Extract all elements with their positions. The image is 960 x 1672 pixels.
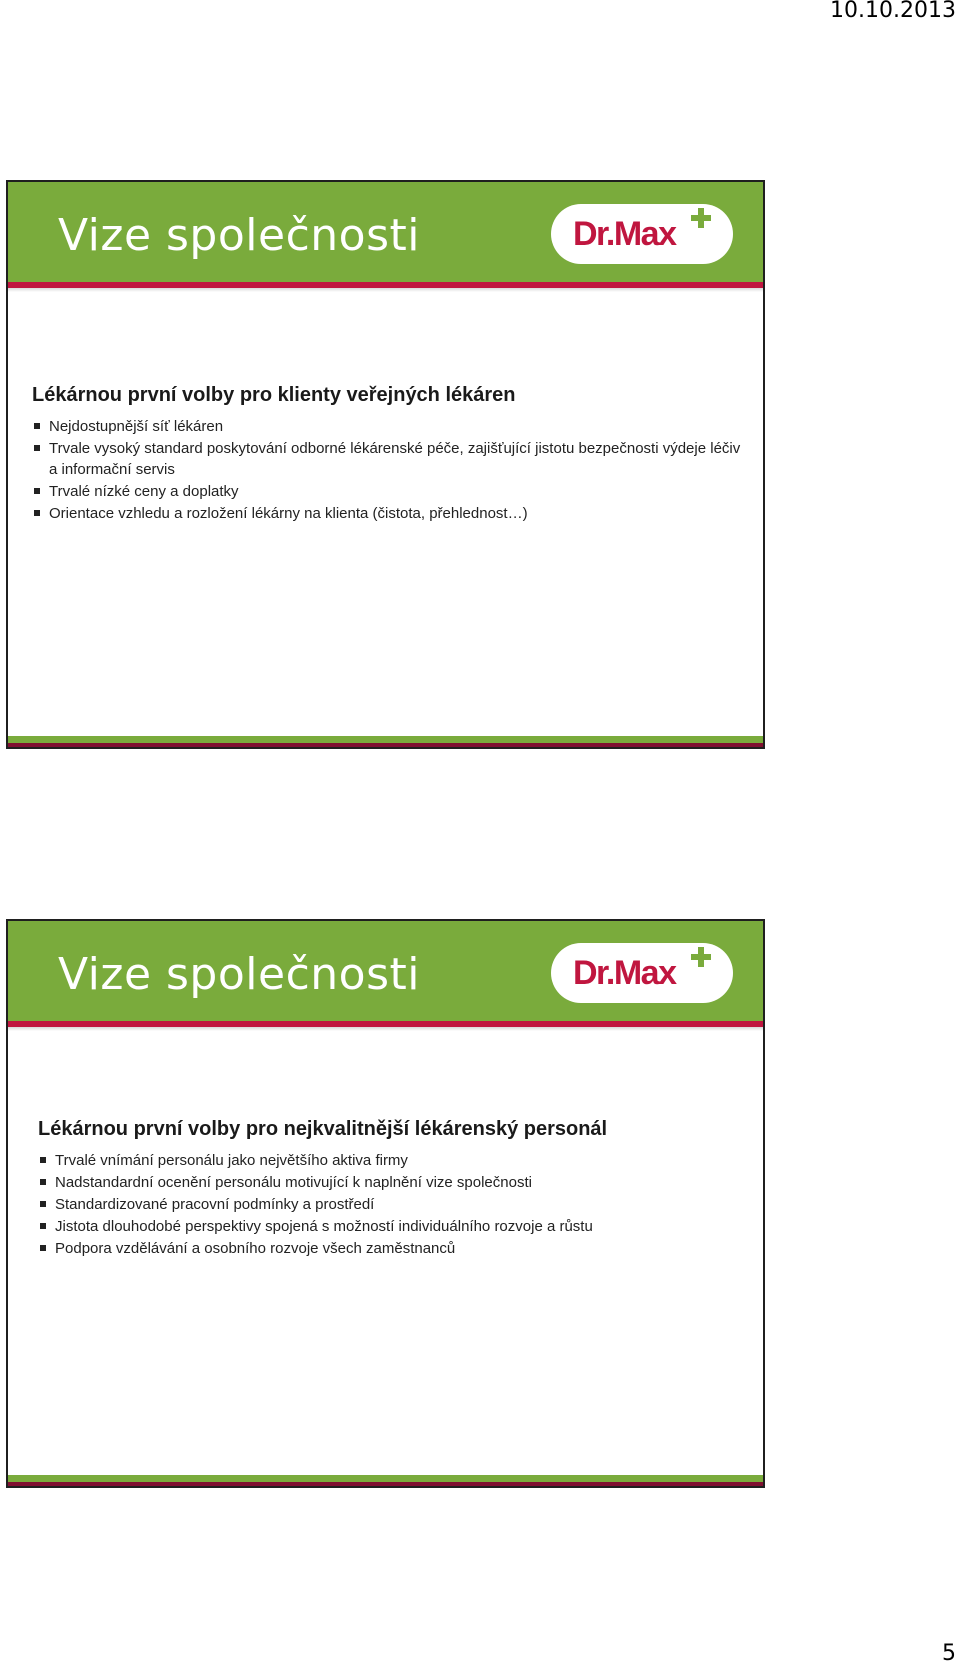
slide-header [8, 921, 763, 1021]
page-number: 5 [942, 1641, 956, 1666]
header-stripe-shadow [8, 1027, 763, 1031]
drmax-logo [551, 204, 733, 264]
bullet-item: Nadstandardní ocenění personálu motivující k naplnění vize společnosti [38, 1172, 749, 1193]
bullet-item: Standardizované pracovní podmínky a prostředí [38, 1194, 749, 1215]
slide-1 [6, 180, 765, 749]
slide-header [8, 182, 763, 282]
bullet-item: Podpora vzdělávání a osobního rozvoje všech zaměstnanců [38, 1238, 749, 1259]
logo-text: Dr.Max [573, 954, 676, 992]
content-heading: Lékárnou první volby pro klienty veřejných lékáren [32, 384, 516, 406]
bullet-item: Orientace vzhledu a rozložení lékárny na klienta (čistota, přehlednost…) [32, 503, 749, 524]
slide-2 [6, 919, 765, 1488]
bullet-item: Nejdostupnější síť lékáren [32, 416, 749, 437]
header-stripe-shadow [8, 288, 763, 292]
bullet-item: Trvalé vnímání personálu jako největšího aktiva firmy [38, 1150, 749, 1171]
bullet-list [32, 416, 749, 524]
footer-stripe-green [8, 1475, 763, 1482]
logo-text: Dr.Max [573, 215, 676, 253]
plus-icon [691, 947, 711, 967]
footer-stripe-red [8, 743, 763, 747]
drmax-logo [551, 943, 733, 1003]
bullet-item: Trvalé nízké ceny a doplatky [32, 481, 749, 502]
plus-icon [691, 208, 711, 228]
bullet-item: Trvale vysoký standard poskytování odborné lékárenské péče, zajišťující jistotu bezpečnosti výdeje léčiv a informační servis [32, 438, 749, 480]
bullet-item: Jistota dlouhodobé perspektivy spojená s možností individuálního rozvoje a růstu [38, 1216, 749, 1237]
slide-title: Vize společnosti [58, 949, 420, 1000]
page-date: 10.10.2013 [830, 0, 956, 23]
footer-stripe-red [8, 1482, 763, 1486]
bullet-list [38, 1150, 749, 1259]
slide-title: Vize společnosti [58, 210, 420, 261]
content-heading: Lékárnou první volby pro nejkvalitnější lékárenský personál [38, 1118, 608, 1140]
footer-stripe-green [8, 736, 763, 743]
slide-content [32, 382, 749, 525]
slide-content [38, 1116, 749, 1260]
